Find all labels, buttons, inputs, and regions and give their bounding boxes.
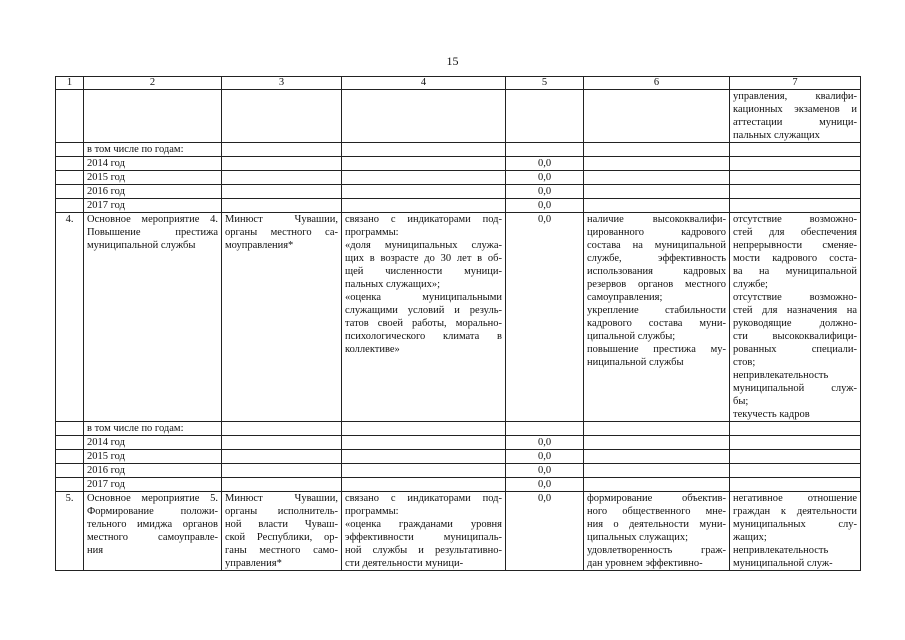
cell-line: Минюст Чувашии, [225, 493, 338, 504]
cell-line: муниципальной служ- [733, 558, 833, 569]
header-cell: 5 [506, 77, 584, 90]
cell-line: ципальных служащих; [587, 532, 688, 543]
row-number: 4. [56, 213, 84, 422]
year-label: 2017 год [84, 478, 222, 492]
indicators [342, 492, 506, 571]
cell-line: «оценка муниципальными [345, 292, 502, 303]
cell-line: аттестации муници- [733, 117, 857, 128]
funding-value: 0,0 [506, 492, 584, 571]
year-label: 2017 год [84, 199, 222, 213]
cell-line: сти высококвалифици- [733, 331, 857, 342]
cell-line: текучесть кадров [733, 409, 810, 420]
table-body [56, 77, 861, 571]
year-value: 0,0 [506, 185, 584, 199]
cell-line: Основное мероприятие 4. [87, 214, 218, 225]
cell-line: ганы местного само- [225, 545, 338, 556]
cell-line: муниципальной службы [87, 240, 196, 251]
cell-line: эффективности муниципаль- [345, 532, 502, 543]
cell-line: состава на муниципальной [587, 240, 726, 251]
cell-line: местного самоуправле- [87, 532, 218, 543]
indicators [342, 213, 506, 422]
cell-line: использования кадровых [587, 266, 726, 277]
header-cell: 6 [584, 77, 730, 90]
activity-row-5 [56, 492, 861, 571]
cell-line: повышение престижа му- [587, 344, 726, 355]
cell-line: щих в возрасте до 30 лет в об- [345, 253, 502, 264]
cell-line: служащими условий и резуль- [345, 305, 502, 316]
cell-line: щей численности муници- [345, 266, 502, 277]
executor [222, 213, 342, 422]
cell-line: службе, эффективность [587, 253, 726, 264]
year-value: 0,0 [506, 157, 584, 171]
years-label-row [56, 422, 861, 436]
cell-line: тельного имиджа органов [87, 519, 218, 530]
executor [222, 492, 342, 571]
year-value: 0,0 [506, 464, 584, 478]
cell-line: бы; [733, 396, 749, 407]
cell-line: программы: [345, 506, 399, 517]
cell-line: формирование объектив- [587, 493, 726, 504]
header-cell: 7 [730, 77, 861, 90]
cell-line: Основное мероприятие 5. [87, 493, 218, 504]
year-row [56, 464, 861, 478]
cell-line: пальных служащих [733, 130, 820, 141]
page-number: 15 [446, 54, 459, 68]
year-value: 0,0 [506, 450, 584, 464]
years-label: в том числе по годам: [84, 143, 222, 157]
cell-line: «оценка гражданами уровня [345, 519, 502, 530]
cell-line: непривлекательность [733, 545, 829, 556]
year-row [56, 157, 861, 171]
cell-line: Повышение престижа [87, 227, 218, 238]
cell-line: наличие высококвалифи- [587, 214, 726, 225]
year-row [56, 171, 861, 185]
year-row [56, 450, 861, 464]
year-row [56, 436, 861, 450]
cell-line: стей для обеспечения [733, 227, 857, 238]
year-value: 0,0 [506, 478, 584, 492]
cell-line: управления, квалифи- [733, 91, 857, 102]
continuation-row [56, 90, 861, 143]
cell-line: Минюст Чувашии, [225, 214, 338, 225]
cell-line: стей для назначения на [733, 305, 857, 316]
cell-line: кационных экзаменов и [733, 104, 857, 115]
risks [730, 492, 861, 571]
cell-line: муниципальной служ- [733, 383, 857, 394]
program-table [55, 76, 861, 571]
cell-line: жащих; [733, 532, 767, 543]
year-value: 0,0 [506, 199, 584, 213]
cell-line: резервов органов местного [587, 279, 726, 290]
cell-line: цированного кадрового [587, 227, 726, 238]
cell-line: Формирование положи- [87, 506, 218, 517]
cell-line: моуправления* [225, 240, 294, 251]
row-number: 5. [56, 492, 84, 571]
cell-line: ния [87, 545, 104, 556]
cell-line: органы исполнитель- [225, 506, 338, 517]
year-label: 2016 год [84, 185, 222, 199]
year-value: 0,0 [506, 171, 584, 185]
cell-line: руководящие должно- [733, 318, 857, 329]
cell-line: органы местного са- [225, 227, 338, 238]
header-cell: 1 [56, 77, 84, 90]
cell-line: ния о деятельности муни- [587, 519, 726, 530]
cell-line: психологического климата в [345, 331, 502, 342]
cell-line: дан уровнем эффективно- [587, 558, 703, 569]
cell-line: программы: [345, 227, 399, 238]
header-cell: 2 [84, 77, 222, 90]
year-label: 2014 год [84, 436, 222, 450]
year-label: 2014 год [84, 157, 222, 171]
cell-line: ной службы и результативно- [345, 545, 502, 556]
year-label: 2016 год [84, 464, 222, 478]
cell-line: службе; [733, 279, 768, 290]
cell-line: ного общественного мне- [587, 506, 726, 517]
year-row [56, 199, 861, 213]
cell-line: муниципальных слу- [733, 519, 857, 530]
year-row [56, 478, 861, 492]
cell-line: коллективе» [345, 344, 400, 355]
cell-line: связано с индикаторами под- [345, 493, 502, 504]
risks-cell [730, 90, 861, 143]
cell-line: самоуправления; [587, 292, 663, 303]
cell-line: мости кадрового соста- [733, 253, 857, 264]
cell-line: сти деятельности муници- [345, 558, 464, 569]
header-row [56, 77, 861, 90]
cell-line: отсутствие возможно- [733, 214, 857, 225]
funding-value: 0,0 [506, 213, 584, 422]
expected-result [584, 213, 730, 422]
cell-line: негативное отношение [733, 493, 857, 504]
cell-line: непрерывности сменяе- [733, 240, 857, 251]
cell-line: ной власти Чуваш- [225, 519, 338, 530]
year-row [56, 185, 861, 199]
cell-line: укрепление стабильности [587, 305, 726, 316]
year-value: 0,0 [506, 436, 584, 450]
header-cell: 4 [342, 77, 506, 90]
risks [730, 213, 861, 422]
cell-line: рованных специали- [733, 344, 857, 355]
cell-line: ниципальной службы [587, 357, 684, 368]
expected-result [584, 492, 730, 571]
activity-name [84, 492, 222, 571]
year-label: 2015 год [84, 450, 222, 464]
cell-line: отсутствие возможно- [733, 292, 857, 303]
cell-line: ципальной службы; [587, 331, 676, 342]
cell-line: пальных служащих»; [345, 279, 440, 290]
cell-line: «доля муниципальных служа- [345, 240, 502, 251]
cell-line: татов своей работы, морально- [345, 318, 502, 329]
cell-line: связано с индикаторами под- [345, 214, 502, 225]
header-cell: 3 [222, 77, 342, 90]
cell-line: управления* [225, 558, 282, 569]
year-label: 2015 год [84, 171, 222, 185]
cell-line: кадрового состава муни- [587, 318, 726, 329]
cell-line: граждан к деятельности [733, 506, 857, 517]
cell-line: непривлекательность [733, 370, 829, 381]
years-label: в том числе по годам: [84, 422, 222, 436]
cell-line: ва на муниципальной [733, 266, 857, 277]
years-label-row [56, 143, 861, 157]
cell-line: ской Республики, ор- [225, 532, 338, 543]
activity-row-4 [56, 213, 861, 422]
cell-line: стов; [733, 357, 756, 368]
activity-name [84, 213, 222, 422]
cell-line: удовлетворенность граж- [587, 545, 726, 556]
